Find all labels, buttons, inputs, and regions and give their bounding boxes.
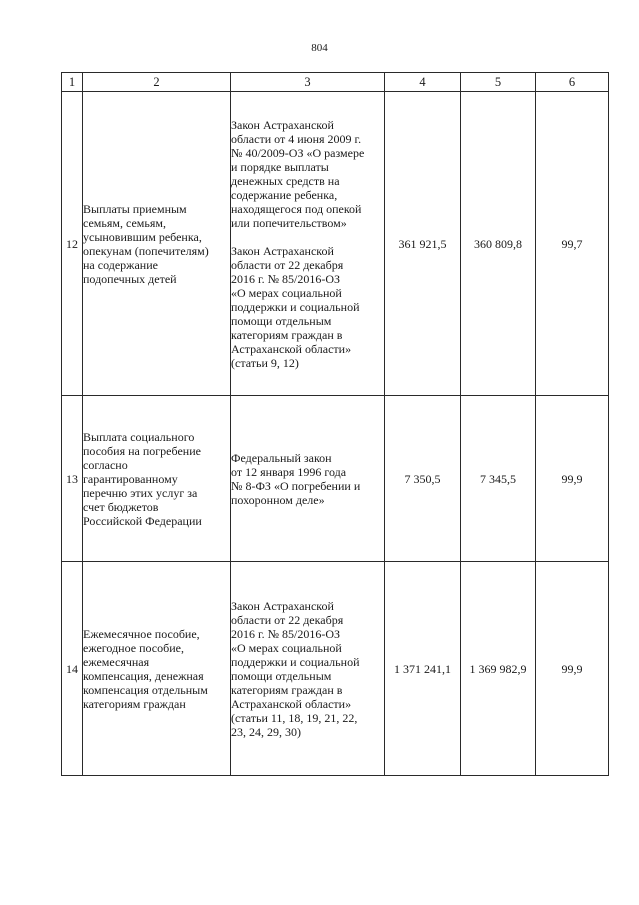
budget-table xyxy=(61,72,609,776)
legal-basis: Закон Астраханской области от 4 июня 2009 г. № 40/2009-ОЗ «О размере и порядке выплаты денежных средств на содержание ребенка, находящегося под опекой или попечительством» Закон Астраханской области от 22 декабря 2016 г. № 85/2016-ОЗ «О мерах социальной поддержки и социальной помощи отдельным категориям граждан в Астраханской области» (статьи 9, 12) xyxy=(231,92,385,396)
header-row xyxy=(62,73,609,92)
page-number: 804 xyxy=(311,42,328,54)
table-row xyxy=(62,396,609,562)
planned-amount: 361 921,5 xyxy=(385,92,461,396)
header-col-5: 5 xyxy=(461,73,536,92)
header-col-4: 4 xyxy=(385,73,461,92)
execution-percent: 99,9 xyxy=(536,562,609,776)
execution-percent: 99,7 xyxy=(536,92,609,396)
header-col-2: 2 xyxy=(83,73,231,92)
actual-amount: 360 809,8 xyxy=(461,92,536,396)
header-col-6: 6 xyxy=(536,73,609,92)
legal-basis: Федеральный закон от 12 января 1996 года № 8-ФЗ «О погребении и похоронном деле» xyxy=(231,396,385,562)
row-number: 12 xyxy=(62,92,83,396)
header-col-3: 3 xyxy=(231,73,385,92)
execution-percent: 99,9 xyxy=(536,396,609,562)
header-col-1: 1 xyxy=(62,73,83,92)
payment-name: Выплаты приемным семьям, семьям, усыновившим ребенка, опекунам (попечителям) на содержание подопечных детей xyxy=(83,92,231,396)
planned-amount: 7 350,5 xyxy=(385,396,461,562)
payment-name: Выплата социального пособия на погребение согласно гарантированному перечню этих услуг за счет бюджетов Российской Федерации xyxy=(83,396,231,562)
row-number: 14 xyxy=(62,562,83,776)
actual-amount: 7 345,5 xyxy=(461,396,536,562)
row-number: 13 xyxy=(62,396,83,562)
table-row xyxy=(62,92,609,396)
table-row xyxy=(62,562,609,776)
planned-amount: 1 371 241,1 xyxy=(385,562,461,776)
payment-name: Ежемесячное пособие, ежегодное пособие, ежемесячная компенсация, денежная компенсация отдельным категориям граждан xyxy=(83,562,231,776)
legal-basis: Закон Астраханской области от 22 декабря 2016 г. № 85/2016-ОЗ «О мерах социальной поддержки и социальной помощи отдельным категориям граждан в Астраханской области» (статьи 11, 18, 19, 21, 22, 23, 24, 29, 30) xyxy=(231,562,385,776)
actual-amount: 1 369 982,9 xyxy=(461,562,536,776)
